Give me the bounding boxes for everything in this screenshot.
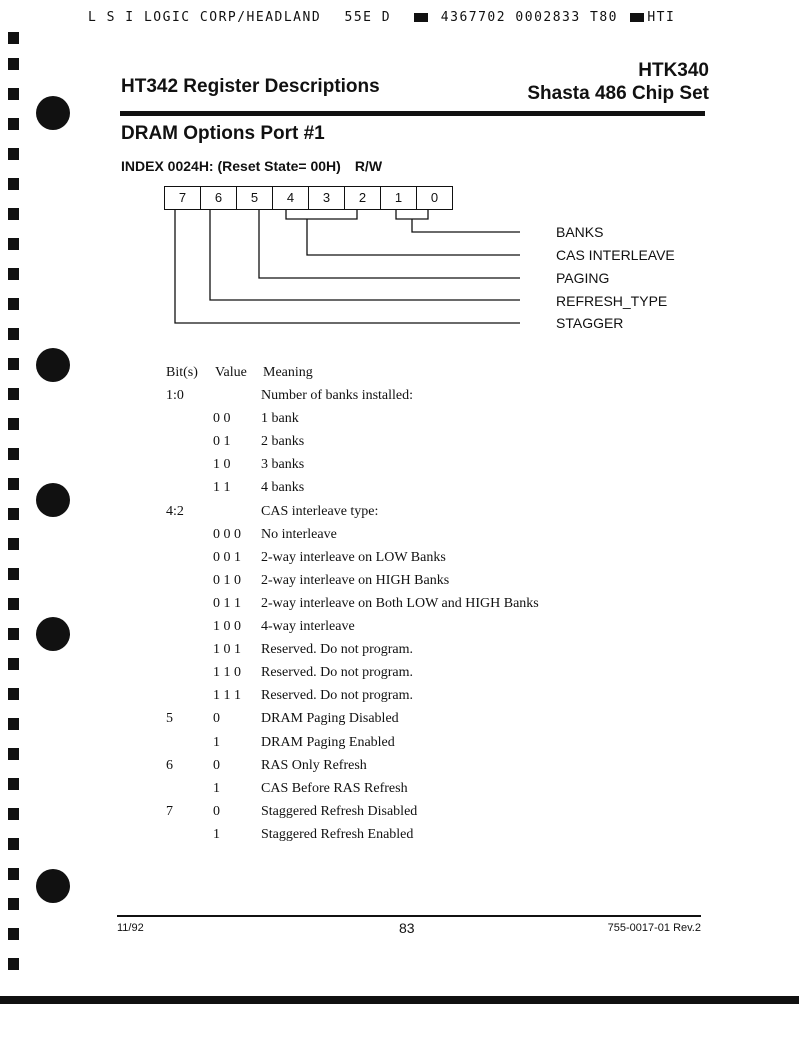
field-label-stagger: STAGGER <box>556 315 624 331</box>
punch-hole <box>36 348 70 382</box>
binder-square <box>8 568 19 580</box>
table-cell-value: 0 <box>213 711 220 726</box>
table-cell-meaning: Staggered Refresh Enabled <box>261 827 414 842</box>
table-cell-meaning: 2 banks <box>261 434 305 449</box>
binder-square <box>8 268 19 280</box>
field-label-banks: BANKS <box>556 224 604 240</box>
section-title: DRAM Options Port #1 <box>121 123 325 144</box>
bit-cell: 5 <box>236 187 272 209</box>
table-cell-value: 0 0 <box>213 411 231 426</box>
binder-square <box>8 298 19 310</box>
table-cell-meaning: No interleave <box>261 527 337 542</box>
binder-square <box>8 418 19 430</box>
document-number: 755-0017-01 Rev.2 <box>607 922 701 934</box>
table-cell-value: 1 <box>213 781 220 796</box>
binder-square <box>8 88 19 100</box>
table-cell-value: 0 0 0 <box>213 527 241 542</box>
binder-square <box>8 838 19 850</box>
binder-square <box>8 898 19 910</box>
table-cell-meaning: 4 banks <box>261 480 305 495</box>
binder-square <box>8 658 19 670</box>
table-cell-value: 0 1 1 <box>213 596 241 611</box>
binder-square <box>8 718 19 730</box>
table-cell-meaning: Number of banks installed: <box>261 388 414 403</box>
binder-square <box>8 208 19 220</box>
bit-cell: 7 <box>178 190 187 205</box>
binder-square <box>8 448 19 460</box>
cas-connector <box>307 219 520 255</box>
binder-square <box>8 388 19 400</box>
binder-square <box>8 598 19 610</box>
bit-cell: 1 <box>380 187 416 209</box>
table-cell-meaning: Reserved. Do not program. <box>261 642 414 657</box>
banks-connector <box>412 219 520 232</box>
cas-bracket <box>286 209 357 219</box>
binder-square <box>8 538 19 550</box>
table-cell-meaning: Reserved. Do not program. <box>261 688 414 703</box>
binder-square <box>8 958 19 970</box>
table-cell-meaning: CAS Before RAS Refresh <box>261 781 408 796</box>
bit-cell: 0 <box>416 187 452 209</box>
table-cell-value: 1 1 1 <box>213 688 241 703</box>
binder-square <box>8 778 19 790</box>
table-cell-meaning: 2-way interleave on HIGH Banks <box>261 573 450 588</box>
binder-square <box>8 868 19 880</box>
banks-bracket <box>396 209 428 219</box>
table-cell-value: 1 1 0 <box>213 665 241 680</box>
field-label-paging: PAGING <box>556 270 610 286</box>
punch-hole <box>36 483 70 517</box>
scan-header-line <box>88 10 675 25</box>
binder-square <box>8 808 19 820</box>
bit-field-box <box>164 186 453 210</box>
header-code-3: HTI <box>647 10 676 25</box>
table-header-meaning: Meaning <box>263 365 313 380</box>
table-cell-meaning: RAS Only Refresh <box>261 758 367 773</box>
bit-cell: 4 <box>272 187 308 209</box>
table-cell-meaning: Staggered Refresh Disabled <box>261 804 418 819</box>
stagger-connector <box>175 209 520 323</box>
chip-set-name: Shasta 486 Chip Set <box>527 83 709 104</box>
table-cell-meaning: CAS interleave type: <box>261 504 379 519</box>
table-cell-value: 1 0 1 <box>213 642 241 657</box>
access-mode: R/W <box>354 158 383 174</box>
table-header-value: Value <box>215 365 247 380</box>
binder-square <box>8 32 19 44</box>
table-cell-value: 1 <box>213 735 220 750</box>
binder-square <box>8 478 19 490</box>
binder-square <box>8 748 19 760</box>
table-cell-meaning: 1 bank <box>261 411 299 426</box>
header-block-mark <box>630 13 644 22</box>
binder-square <box>8 628 19 640</box>
table-cell-bits: 6 <box>166 758 173 773</box>
page-number: 83 <box>399 920 415 936</box>
field-label-cas-interleave: CAS INTERLEAVE <box>556 247 675 263</box>
table-cell-meaning: DRAM Paging Disabled <box>261 711 399 726</box>
table-cell-meaning: 2-way interleave on Both LOW and HIGH Banks <box>261 596 539 611</box>
binder-square <box>8 328 19 340</box>
binder-square <box>8 688 19 700</box>
bit-cell: 6 <box>200 187 236 209</box>
header-code-2: 4367702 0002833 T80 <box>440 10 619 25</box>
table-cell-value: 1 1 <box>213 480 231 495</box>
chip-id: HTK340 <box>638 60 709 81</box>
table-cell-bits: 7 <box>166 804 173 819</box>
table-cell-value: 0 0 1 <box>213 550 241 565</box>
binder-square <box>8 238 19 250</box>
table-cell-meaning: Reserved. Do not program. <box>261 665 414 680</box>
table-cell-value: 0 1 0 <box>213 573 241 588</box>
table-cell-value: 1 0 0 <box>213 619 241 634</box>
table-cell-meaning: DRAM Paging Enabled <box>261 735 395 750</box>
table-cell-bits: 4:2 <box>166 504 184 519</box>
table-cell-meaning: 3 banks <box>261 457 305 472</box>
header-rule <box>120 111 705 116</box>
document-title: HT342 Register Descriptions <box>121 76 380 97</box>
field-label-refresh-type: REFRESH_TYPE <box>556 293 668 309</box>
table-cell-meaning: 2-way interleave on LOW Banks <box>261 550 446 565</box>
table-cell-value: 0 1 <box>213 434 231 449</box>
table-header-bits: Bit(s) <box>166 365 198 380</box>
binder-square <box>8 508 19 520</box>
footer-rule <box>117 915 701 917</box>
table-cell-value: 1 <box>213 827 220 842</box>
table-cell-value: 1 0 <box>213 457 231 472</box>
paging-connector <box>259 209 520 278</box>
binder-square <box>8 58 19 70</box>
scan-bottom-edge <box>0 996 799 1004</box>
footer-date: 11/92 <box>117 922 144 934</box>
header-company: L S I LOGIC CORP/HEADLAND <box>88 10 322 25</box>
binder-square <box>8 178 19 190</box>
table-cell-bits: 5 <box>166 711 173 726</box>
register-index <box>121 158 382 174</box>
table-cell-value: 0 <box>213 758 220 773</box>
header-code-1: 55E D <box>344 10 392 25</box>
bit-cell: 2 <box>344 187 380 209</box>
bit-cell: 3 <box>308 187 344 209</box>
header-block-mark <box>414 13 428 22</box>
table-cell-meaning: 4-way interleave <box>261 619 355 634</box>
refresh-connector <box>210 209 520 300</box>
index-label: INDEX 0024H: (Reset State= 00H) <box>121 158 341 174</box>
binder-square <box>8 148 19 160</box>
punch-hole <box>36 869 70 903</box>
binder-square <box>8 118 19 130</box>
table-cell-value: 0 <box>213 804 220 819</box>
binder-square <box>8 358 19 370</box>
punch-hole <box>36 96 70 130</box>
binder-square <box>8 928 19 940</box>
table-cell-bits: 1:0 <box>166 388 184 403</box>
punch-hole <box>36 617 70 651</box>
